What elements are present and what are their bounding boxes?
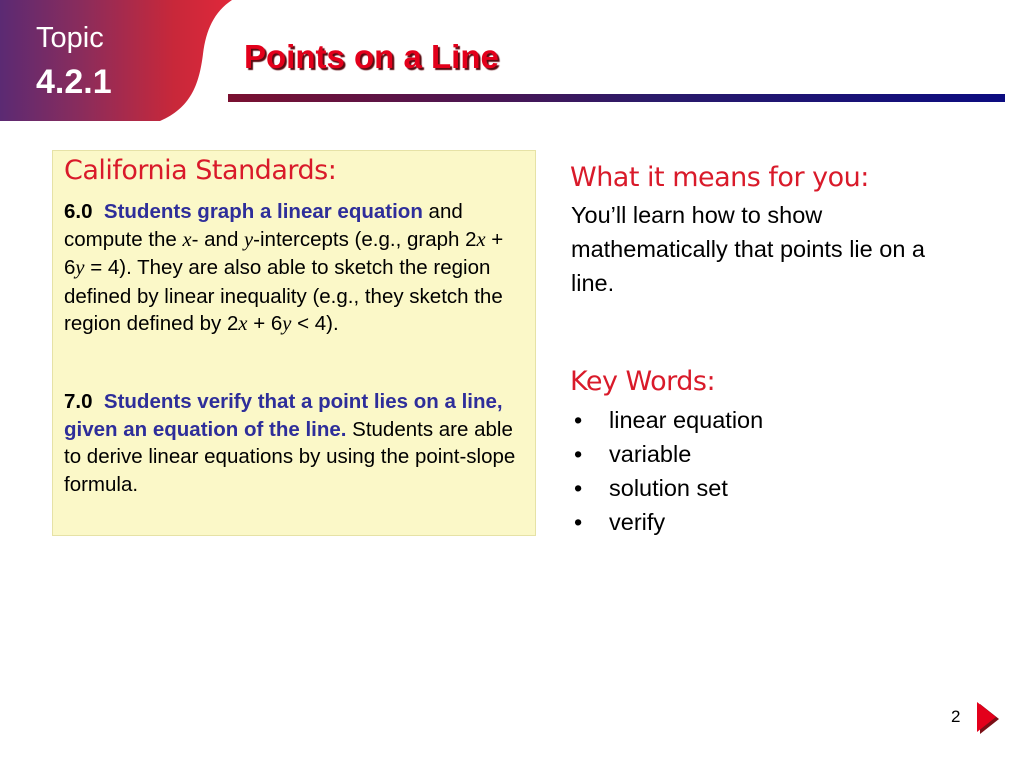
math-variable: y — [244, 228, 254, 251]
standard-text: + 6 — [64, 227, 504, 279]
standard-text: + 6 — [247, 312, 283, 335]
page-title: Points on a Line — [244, 38, 499, 75]
standard-7-0 — [64, 388, 524, 498]
key-word-item — [571, 437, 763, 471]
standard-text: - and — [191, 227, 245, 251]
standard-text: and compute the — [64, 200, 463, 251]
standard-code: 7.0 — [64, 390, 93, 413]
math-variable: x — [182, 228, 192, 251]
standard-text: Students are able to derive linear equations by using the point-slope formula. — [64, 417, 516, 496]
math-variable: y — [75, 257, 85, 279]
title-divider — [228, 94, 1005, 102]
key-words-list — [571, 403, 763, 539]
math-variable: y — [282, 313, 292, 335]
standard-text: = 4). They are also able to sketch the region defined by linear inequality (e.g., they sketch the region defined by 2 — [64, 256, 503, 335]
math-variable: x — [476, 228, 486, 251]
standard-title: Students graph a linear equation — [103, 200, 423, 223]
key-words-heading: Key Words: — [570, 366, 716, 397]
next-slide-button[interactable] — [974, 700, 1000, 736]
key-word-text: linear equation — [609, 407, 764, 433]
key-word-text: verify — [609, 509, 666, 535]
topic-label: Topic — [36, 22, 104, 54]
key-word-item — [571, 471, 763, 505]
key-word-text: solution set — [609, 475, 728, 501]
standard-title: Students verify that a point lies on a line, given an equation of the line. — [64, 390, 503, 441]
standard-text: < 4). — [291, 312, 339, 335]
meaning-body: You’ll learn how to show mathematically that points lie on a line. — [571, 202, 925, 296]
topic-tab — [0, 0, 232, 121]
meaning-heading: What it means for you: — [570, 162, 869, 193]
standards-heading: California Standards: — [64, 155, 337, 186]
key-word-item — [571, 505, 763, 539]
bullet-icon: • — [574, 509, 583, 535]
page-number: 2 — [951, 707, 961, 726]
math-variable: x — [238, 313, 248, 335]
bullet-icon: • — [574, 441, 583, 467]
standard-text: -intercepts (e.g., graph 2 — [253, 227, 477, 251]
key-word-text: variable — [609, 441, 692, 467]
bullet-icon: • — [574, 407, 583, 433]
bullet-icon: • — [574, 475, 583, 501]
topic-number: 4.2.1 — [36, 63, 112, 101]
key-word-item — [571, 403, 763, 437]
play-triangle-icon — [974, 700, 1000, 736]
standard-code: 6.0 — [64, 200, 93, 223]
standard-6-0 — [64, 198, 524, 339]
